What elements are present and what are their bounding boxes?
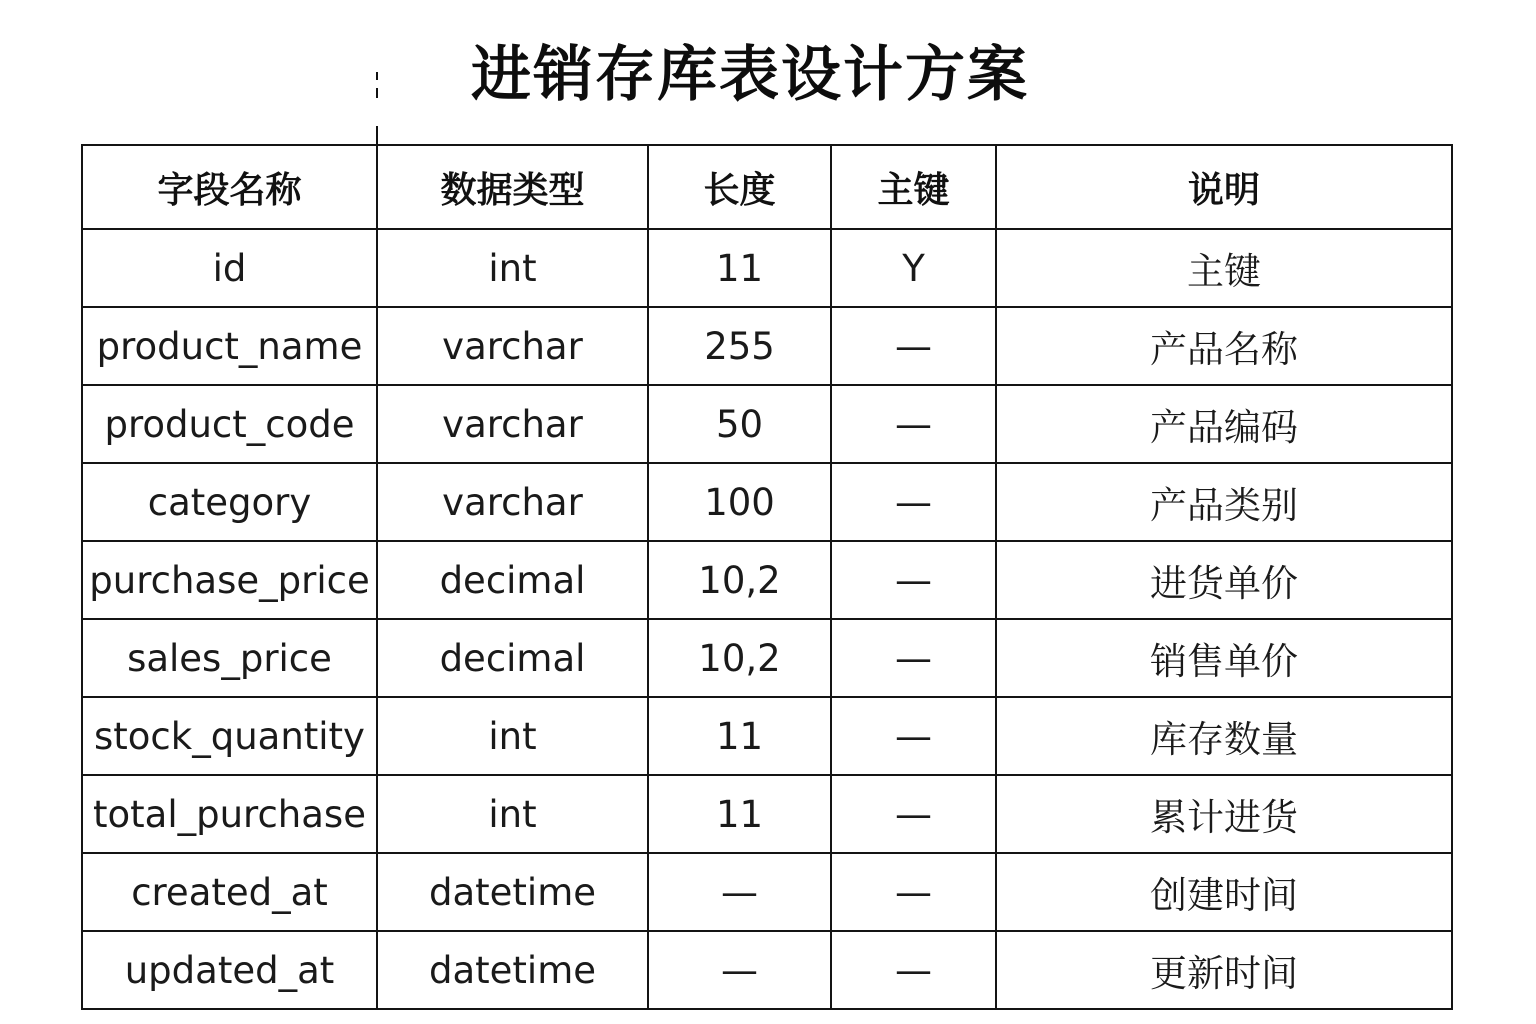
cell-description: 创建时间 — [996, 853, 1452, 931]
cell-data-type: int — [377, 229, 648, 307]
cell-field-name: total_purchase — [82, 775, 377, 853]
table-row — [82, 619, 1452, 697]
cell-description: 产品编码 — [996, 385, 1452, 463]
cell-data-type: datetime — [377, 931, 648, 1009]
cell-primary-key: — — [831, 619, 996, 697]
cell-length: 11 — [648, 697, 831, 775]
cell-data-type: decimal — [377, 541, 648, 619]
table-row — [82, 541, 1452, 619]
cell-primary-key: — — [831, 931, 996, 1009]
header-length: 长度 — [648, 145, 831, 229]
cell-data-type: datetime — [377, 853, 648, 931]
table-row — [82, 385, 1452, 463]
cell-data-type: decimal — [377, 619, 648, 697]
cell-length: — — [648, 853, 831, 931]
cell-length: 255 — [648, 307, 831, 385]
table-row — [82, 775, 1452, 853]
cell-description: 产品类别 — [996, 463, 1452, 541]
cell-primary-key: Y — [831, 229, 996, 307]
cell-data-type: varchar — [377, 463, 648, 541]
header-data-type: 数据类型 — [377, 145, 648, 229]
cell-field-name: updated_at — [82, 931, 377, 1009]
table-row — [82, 229, 1452, 307]
cell-field-name: category — [82, 463, 377, 541]
cell-length: 50 — [648, 385, 831, 463]
table-row — [82, 307, 1452, 385]
cell-data-type: int — [377, 697, 648, 775]
cell-length: 11 — [648, 229, 831, 307]
table-row — [82, 697, 1452, 775]
schema-table — [81, 144, 1453, 1010]
cell-length: — — [648, 931, 831, 1009]
cell-length: 11 — [648, 775, 831, 853]
header-field-name: 字段名称 — [82, 145, 377, 229]
cell-description: 销售单价 — [996, 619, 1452, 697]
table-row — [82, 853, 1452, 931]
cell-description: 产品名称 — [996, 307, 1452, 385]
cell-field-name: purchase_price — [82, 541, 377, 619]
cell-field-name: sales_price — [82, 619, 377, 697]
cell-primary-key: — — [831, 385, 996, 463]
cell-field-name: created_at — [82, 853, 377, 931]
cell-data-type: varchar — [377, 307, 648, 385]
cell-primary-key: — — [831, 541, 996, 619]
cell-length: 100 — [648, 463, 831, 541]
cell-data-type: varchar — [377, 385, 648, 463]
cell-length: 10,2 — [648, 541, 831, 619]
table-row — [82, 463, 1452, 541]
cell-primary-key: — — [831, 853, 996, 931]
cell-primary-key: — — [831, 775, 996, 853]
cell-primary-key: — — [831, 463, 996, 541]
header-description: 说明 — [996, 145, 1452, 229]
cell-field-name: stock_quantity — [82, 697, 377, 775]
cell-description: 进货单价 — [996, 541, 1452, 619]
cell-field-name: product_name — [82, 307, 377, 385]
divider-mark — [376, 126, 378, 146]
cell-description: 累计进货 — [996, 775, 1452, 853]
cell-field-name: product_code — [82, 385, 377, 463]
cell-length: 10,2 — [648, 619, 831, 697]
cell-description: 更新时间 — [996, 931, 1452, 1009]
cell-primary-key: — — [831, 697, 996, 775]
table-row — [82, 931, 1452, 1009]
page-title: 进销存库表设计方案 — [471, 40, 1029, 110]
cell-primary-key: — — [831, 307, 996, 385]
table-header-row — [82, 145, 1452, 229]
cell-field-name: id — [82, 229, 377, 307]
header-primary-key: 主键 — [831, 145, 996, 229]
cell-description: 库存数量 — [996, 697, 1452, 775]
cell-description: 主键 — [996, 229, 1452, 307]
cell-data-type: int — [377, 775, 648, 853]
